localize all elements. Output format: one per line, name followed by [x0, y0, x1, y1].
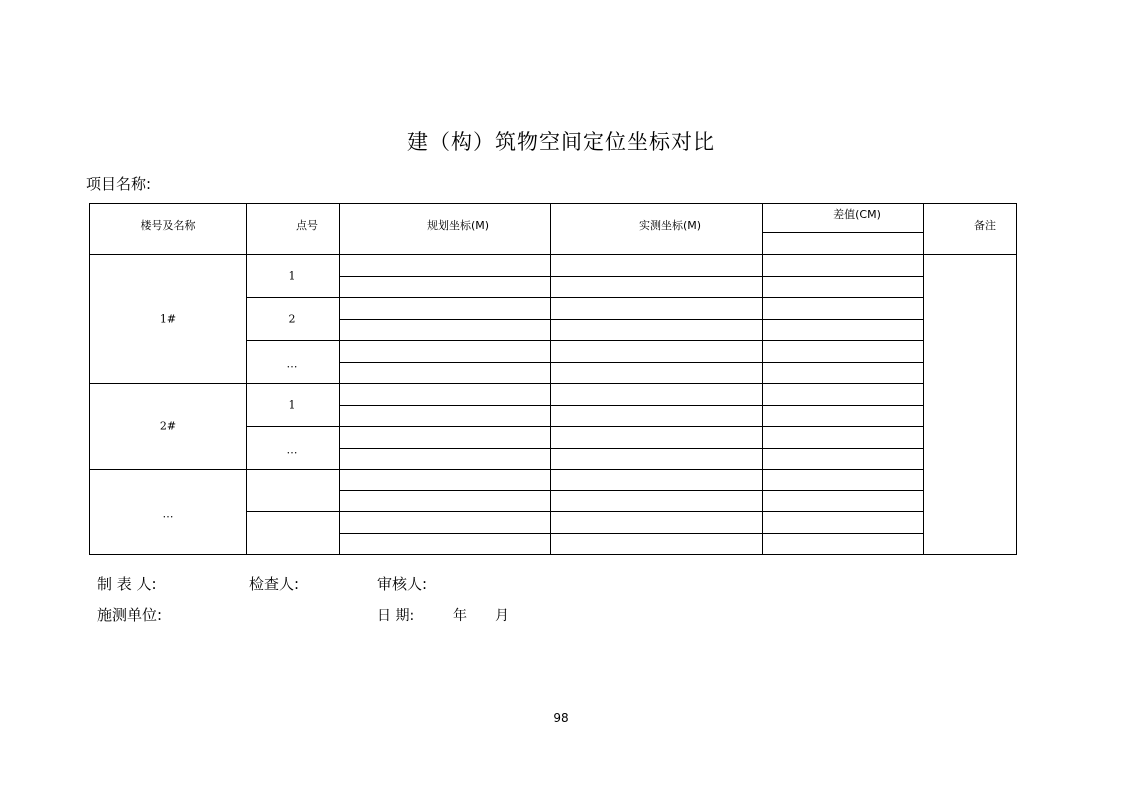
group-name: 2#: [159, 419, 177, 433]
point-number: 1: [288, 398, 296, 412]
group-name: …: [162, 507, 174, 521]
point-number: 1: [288, 269, 296, 283]
point-number: …: [286, 357, 298, 371]
point-number: …: [286, 443, 298, 457]
survey-unit-label: 施测单位:: [97, 606, 163, 624]
header-remark: 备注: [974, 219, 996, 232]
document-title: 建（构）筑物空间定位坐标对比: [407, 130, 715, 154]
header-planned: 规划坐标(M): [426, 219, 490, 232]
header-point: 点号: [296, 219, 318, 232]
reviewer-label: 审核人:: [377, 575, 428, 593]
page-number: 98: [553, 711, 569, 725]
header-diff: 差值(CM): [833, 208, 881, 221]
point-number: 2: [288, 312, 296, 326]
header-measured: 实测坐标(M): [638, 219, 702, 232]
month-label: 月: [495, 608, 509, 624]
date-label: 日 期:: [377, 608, 415, 624]
maker-label: 制 表 人:: [97, 575, 157, 593]
year-label: 年: [453, 608, 467, 624]
project-name-label: 项目名称:: [86, 175, 152, 193]
header-building: 楼号及名称: [140, 219, 196, 232]
group-name: 1#: [159, 312, 177, 326]
checker-label: 检查人:: [249, 575, 300, 593]
